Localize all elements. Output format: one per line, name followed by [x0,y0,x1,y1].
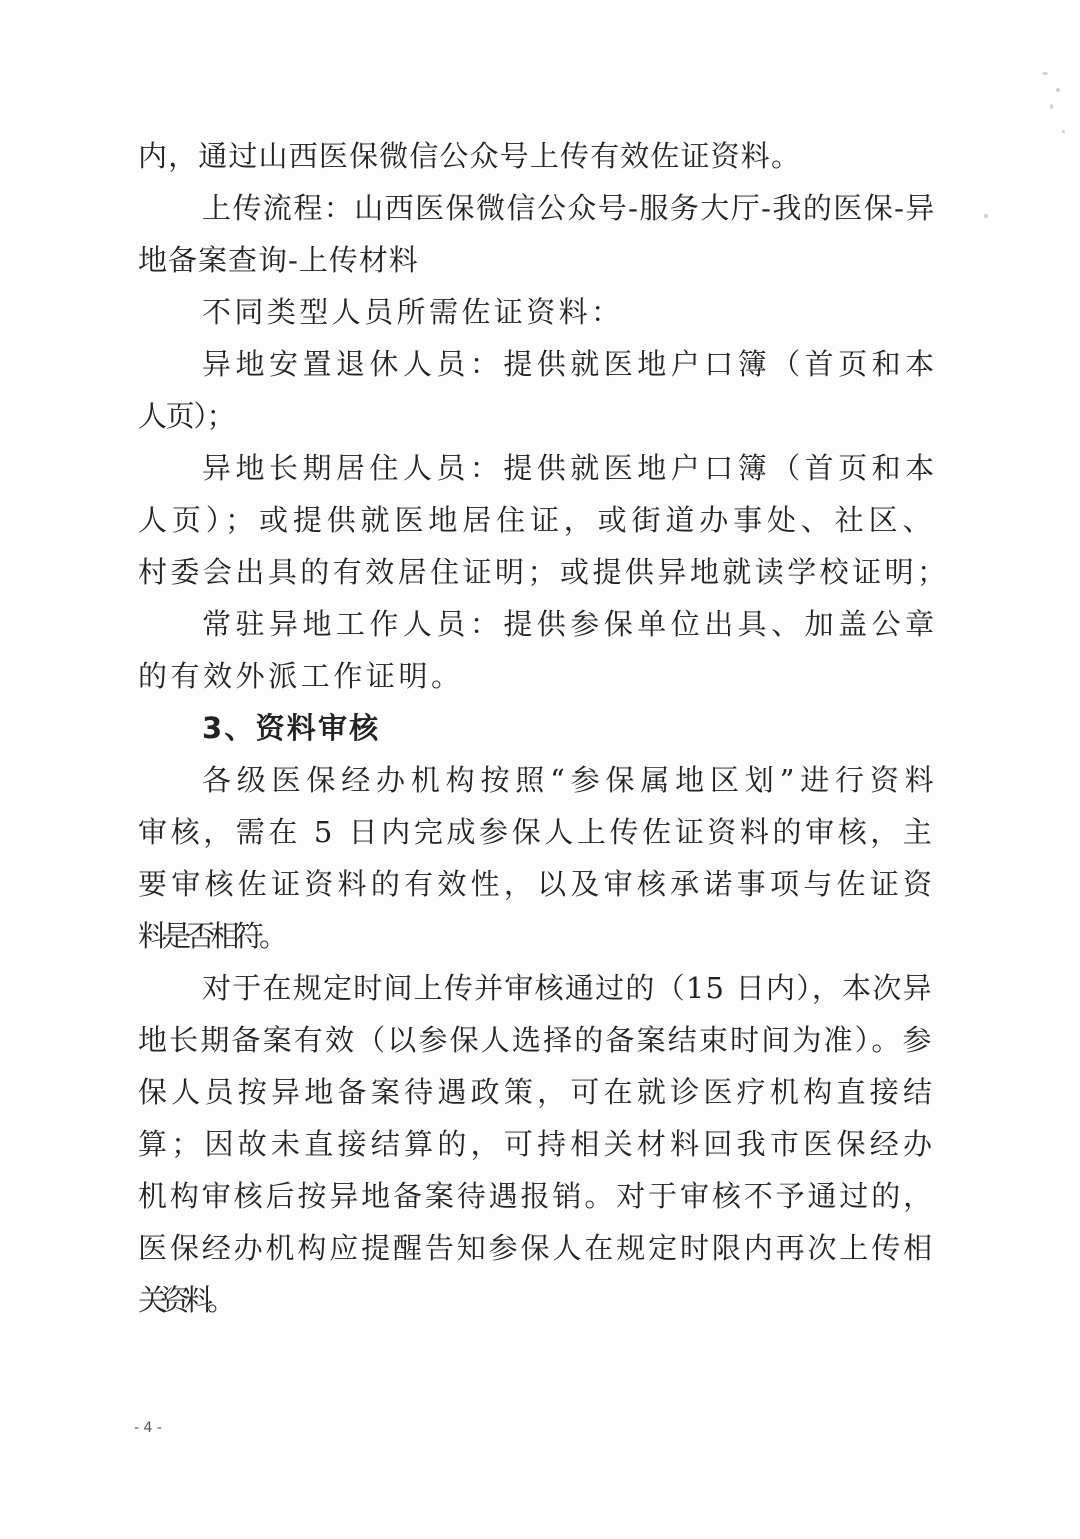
scan-speck [1062,130,1065,133]
text-line-13: 各级医保经办机构按照“参保属地区划”进行资料 [202,763,940,797]
text-line-20: 算；因故未直接结算的，可持相关材料回我市医保经办 [138,1127,937,1161]
text-line-23: 关资料。 [138,1283,231,1317]
scan-speck [1042,72,1048,75]
text-line-22: 医保经办机构应提醒告知参保人在规定时限内再次上传相 [138,1231,936,1265]
text-line-15: 要审核佐证资料的有效性，以及审核承诺事项与佐证资 [138,867,937,901]
text-line-8: 人页）；或提供就医地居住证，或街道办事处、社区、 [138,503,937,537]
scan-speck [1050,104,1053,109]
scan-speck [1056,88,1060,92]
text-line-19: 保人员按异地备案待遇政策，可在就诊医疗机构直接结 [138,1075,937,1109]
text-line-16: 料是否相符。 [138,919,284,953]
text-line-11: 的有效外派工作证明。 [138,659,464,693]
text-line-21: 机构审核后按异地备案待遇报销。对于审核不予通过的， [138,1179,936,1213]
text-line-18: 地长期备案有效（以参保人选择的备案结束时间为准）。参 [138,1023,934,1057]
text-line-5: 异地安置退休人员：提供就医地户口簿（首页和本 [202,347,939,381]
section-heading: 3、资料审核 [202,711,381,745]
scan-speck [984,214,988,218]
text-line-2: 上传流程：山西医保微信公众号-服务大厅-我的医保-异 [202,191,936,225]
text-line-3: 地备案查询-上传材料 [138,243,419,277]
text-line-9: 村委会出具的有效居住证明；或提供异地就读学校证明； [138,555,950,589]
page-number: - 4 - [134,1420,162,1436]
text-line-10: 常驻异地工作人员：提供参保单位出具、加盖公章 [202,607,939,641]
text-line-14: 审核，需在 5 日内完成参保人上传佐证资料的审核，主 [138,815,936,849]
text-line-4: 不同类型人员所需佐证资料： [202,295,624,329]
text-line-6: 人页）； [138,399,235,433]
text-line-17: 对于在规定时间上传并审核通过的（15 日内），本次异 [202,971,933,1005]
text-line-1: 内，通过山西医保微信公众号上传有效佐证资料。 [138,139,802,173]
text-line-7: 异地长期居住人员：提供就医地户口簿（首页和本 [202,451,939,485]
